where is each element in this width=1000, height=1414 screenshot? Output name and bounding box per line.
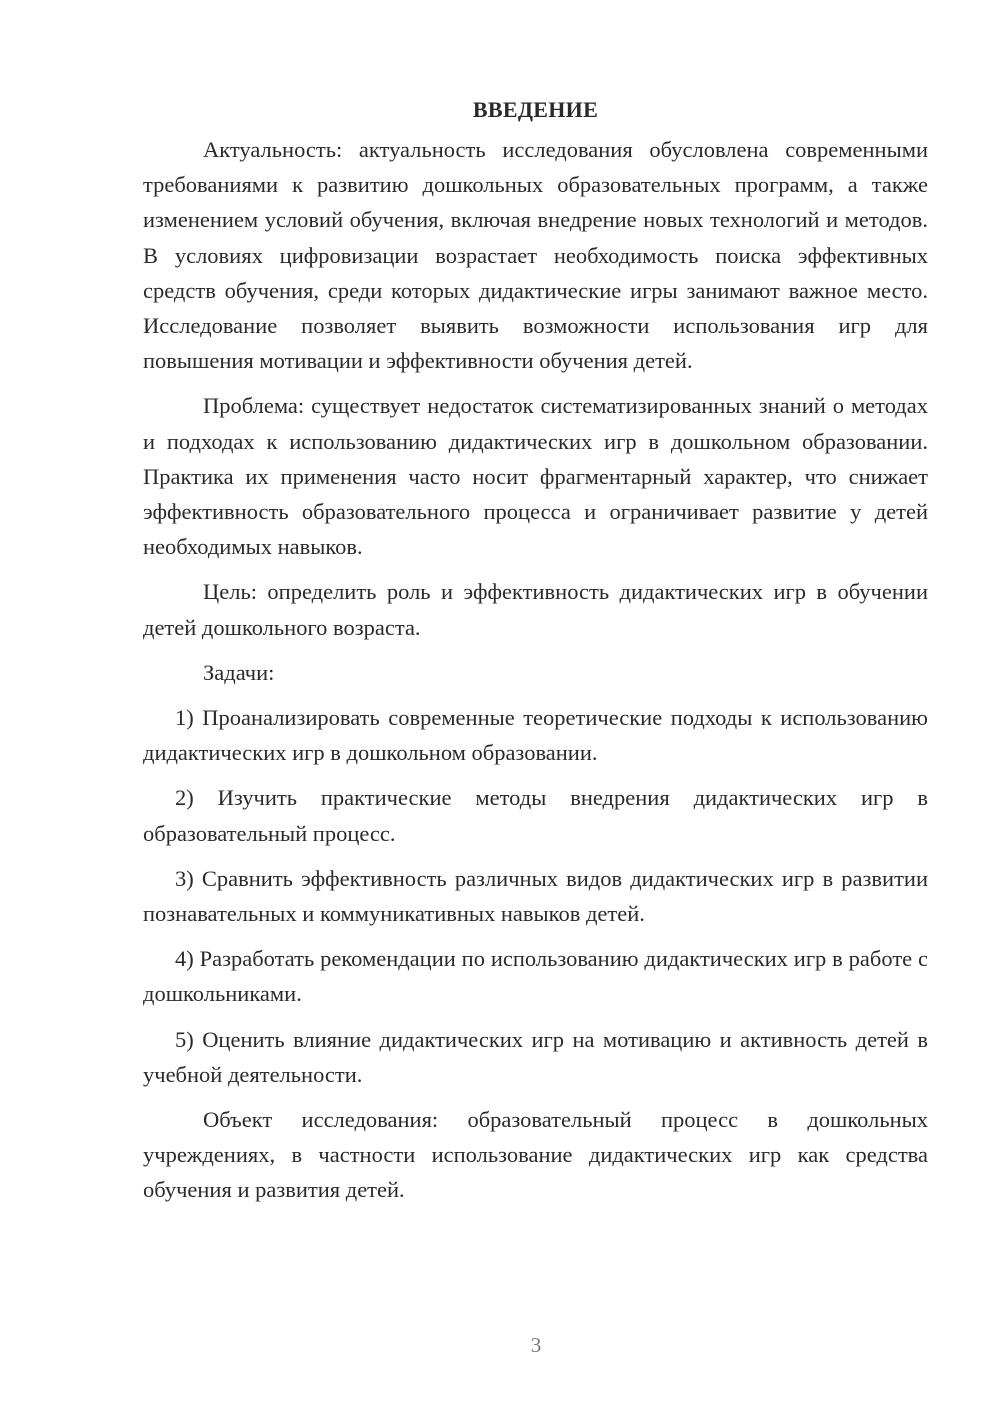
section-title: ВВЕДЕНИЕ [472,97,599,122]
tasks-heading: Задачи: [203,659,275,685]
task-item: 2) Изучить практические методы внедрения дидактических игр в образовательный процесс. [143,785,928,846]
relevance-paragraph: Актуальность: актуальность исследования обусловлена современными требованиями к развитию дошкольных образовательных программ, а также изменением условий обучения, включая внедрение новых технологий и методов. В условиях цифровизации возрастает необходимость поиска эффективных средств обучения, среди которых дидактические игры занимают важное место. Исследование позволяет выявить возможности использования игр для повышения мотивации и эффективности обучения детей. [143,137,928,374]
goal-paragraph: Цель: определить роль и эффективность дидактических игр в обучении детей дошкольного возраста. [143,579,928,640]
document-page [143,92,928,1208]
task-item: 5) Оценить влияние дидактических игр на мотивацию и активность детей в учебной деятельности. [143,1026,928,1087]
task-item: 4) Разработать рекомендации по использованию дидактических игр в работе с дошкольниками. [143,946,928,1007]
page-number: 3 [530,1333,542,1357]
task-item: 3) Сравнить эффективность различных видов дидактических игр в развитии познавательных и коммуникативных навыков детей. [143,865,928,927]
problem-paragraph: Проблема: существует недостаток систематизированных знаний о методах и подходах к использованию дидактических игр в дошкольном образовании. Практика их применения часто носит фрагментарный характер, что снижает эффективность образовательного процесса и ограничивает развитие у детей необходимых навыков. [143,393,928,560]
task-item: 1) Проанализировать современные теоретические подходы к использованию дидактических игр в дошкольном образовании. [143,705,928,766]
object-paragraph: Объект исследования: образовательный процесс в дошкольных учреждениях, в частности использование дидактических игр как средства обучения и развития детей. [143,1107,928,1203]
